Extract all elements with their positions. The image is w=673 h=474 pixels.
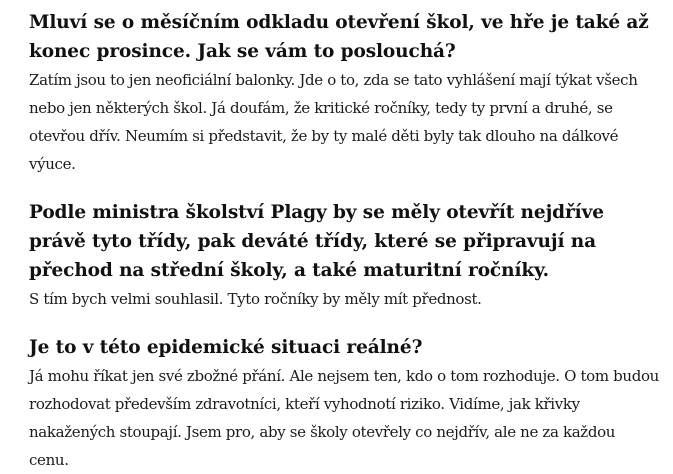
interview-question: Je to v této epidemické situaci reálné? — [29, 337, 423, 358]
interview-answer: S tím bych velmi souhlasil. Tyto ročníky by měly mít přednost. — [29, 290, 482, 308]
interview-answer: Zatím jsou to jen neoficiální balonky. Jde o to, zda se tato vyhlášení mají týkat všech nebo jen některých škol. Já doufám, že kritické ročníky, tedy ty první a druhé, se otevřou dřív. Neumím si představit, že by ty malé děti byly tak dlouho na dálkové výuce. — [29, 71, 638, 173]
interview-answer: Já mohu říkat jen své zbožné přání. Ale nejsem ten, kdo o tom rozhoduje. O tom budou rozhodovat především zdravotníci, kteří vyhodnotí riziko. Vidíme, jak křivky nakažených stoupají. Jsem pro, aby se školy otevřely co nejdřív, ale ne za každou cenu. — [29, 367, 659, 469]
qa-block — [29, 8, 659, 178]
interview-question: Mluví se o měsíčním odkladu otevření škol, ve hře je také až konec prosince. Jak se vám to poslouchá? — [29, 12, 649, 62]
interview-question: Podle ministra školství Plagy by se měly otevřít nejdříve právě tyto třídy, pak deváté třídy, které se připravují na přechod na střední školy, a také maturitní ročníky. — [29, 202, 604, 281]
qa-block — [29, 333, 659, 474]
interview-article — [29, 8, 659, 474]
qa-block — [29, 198, 659, 313]
